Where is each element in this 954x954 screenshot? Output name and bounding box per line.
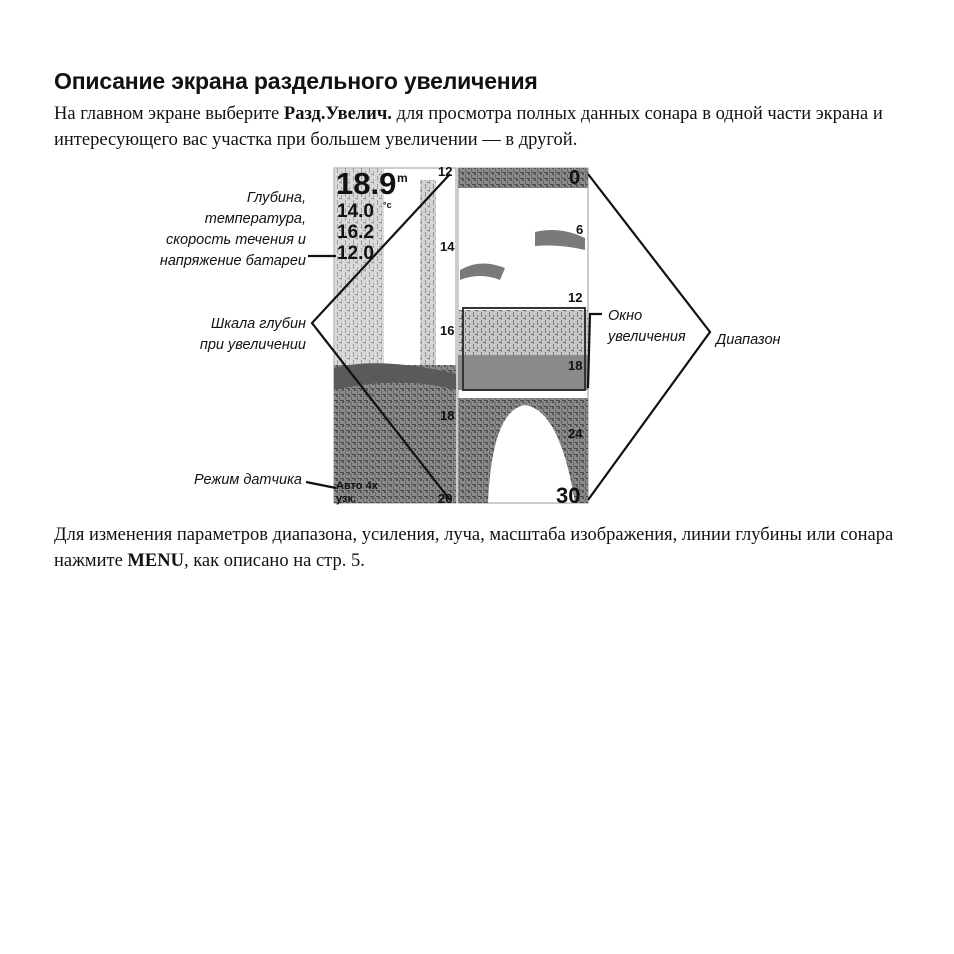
zoom-scale-label: 14	[440, 239, 455, 254]
intro-paragraph	[54, 101, 914, 153]
sonar-figure	[0, 160, 954, 510]
callout-zoom-window-line1: Окно	[608, 308, 643, 324]
zoom-scale-label: 18	[440, 408, 455, 423]
callout-depth-line3: скорость течения и	[165, 232, 306, 248]
zoom-scale-label: 12	[438, 164, 453, 179]
temperature-unit: °c	[383, 200, 392, 210]
callout-zoom-scale-line1: Шкала глубин	[210, 316, 306, 332]
callout-depth-line4: напряжение батареи	[159, 253, 306, 269]
outro-text-end: , как описано на стр. 5.	[183, 551, 365, 571]
range-panel	[458, 168, 588, 503]
depth-unit: m	[397, 171, 408, 185]
range-scale-label: 18	[568, 358, 583, 373]
callout-depth-line2: температура,	[204, 211, 306, 227]
intro-text-end: для просмотра полных данных сонара в одной части экрана и интересующего вас участка при большем увеличении — в другой.	[54, 104, 883, 150]
intro-text-start: На главном экране выберите	[54, 104, 284, 124]
zoom-window-leader-line	[588, 314, 602, 388]
range-scale-label: 24	[568, 426, 583, 441]
outro-paragraph	[54, 522, 914, 574]
voltage-readout: 12.0	[337, 243, 374, 264]
range-bracket	[588, 174, 710, 500]
range-scale-label: 6	[576, 222, 584, 237]
callout-depth-line1: Глубина,	[246, 190, 306, 206]
callout-zoom-window-line2: увеличения	[608, 329, 686, 345]
callout-range: Диапазон	[716, 332, 781, 348]
outro-text-start: Для изменения параметров диапазона, усиления, луча, масштаба изображения, линии глубины или сонара нажмите	[54, 525, 894, 571]
sonar-screen-graphic	[0, 160, 954, 510]
section-heading: Описание экрана раздельного увеличения	[54, 68, 538, 94]
depth-readout: 18.9	[336, 166, 397, 201]
zoom-scale-label: 20	[438, 491, 453, 506]
range-scale-label: 12	[568, 290, 583, 305]
callout-sensor-mode: Режим датчика	[193, 472, 302, 488]
range-scale-label: 0	[569, 167, 581, 189]
speed-readout: 16.2	[337, 222, 374, 243]
menu-key: MENU	[127, 551, 184, 571]
sensor-mode-line1: Авто 4x	[336, 480, 378, 492]
sensor-mode-leader-line	[306, 482, 336, 488]
temperature-readout: 14.0	[337, 201, 374, 222]
zoom-scale-label: 16	[440, 323, 455, 338]
sensor-mode-line2: узк.	[336, 493, 357, 505]
split-zoom-menu-item: Разд.Увелич.	[283, 104, 392, 124]
range-scale-label: 30	[556, 483, 581, 508]
callout-zoom-scale-line2: при увеличении	[199, 337, 306, 353]
